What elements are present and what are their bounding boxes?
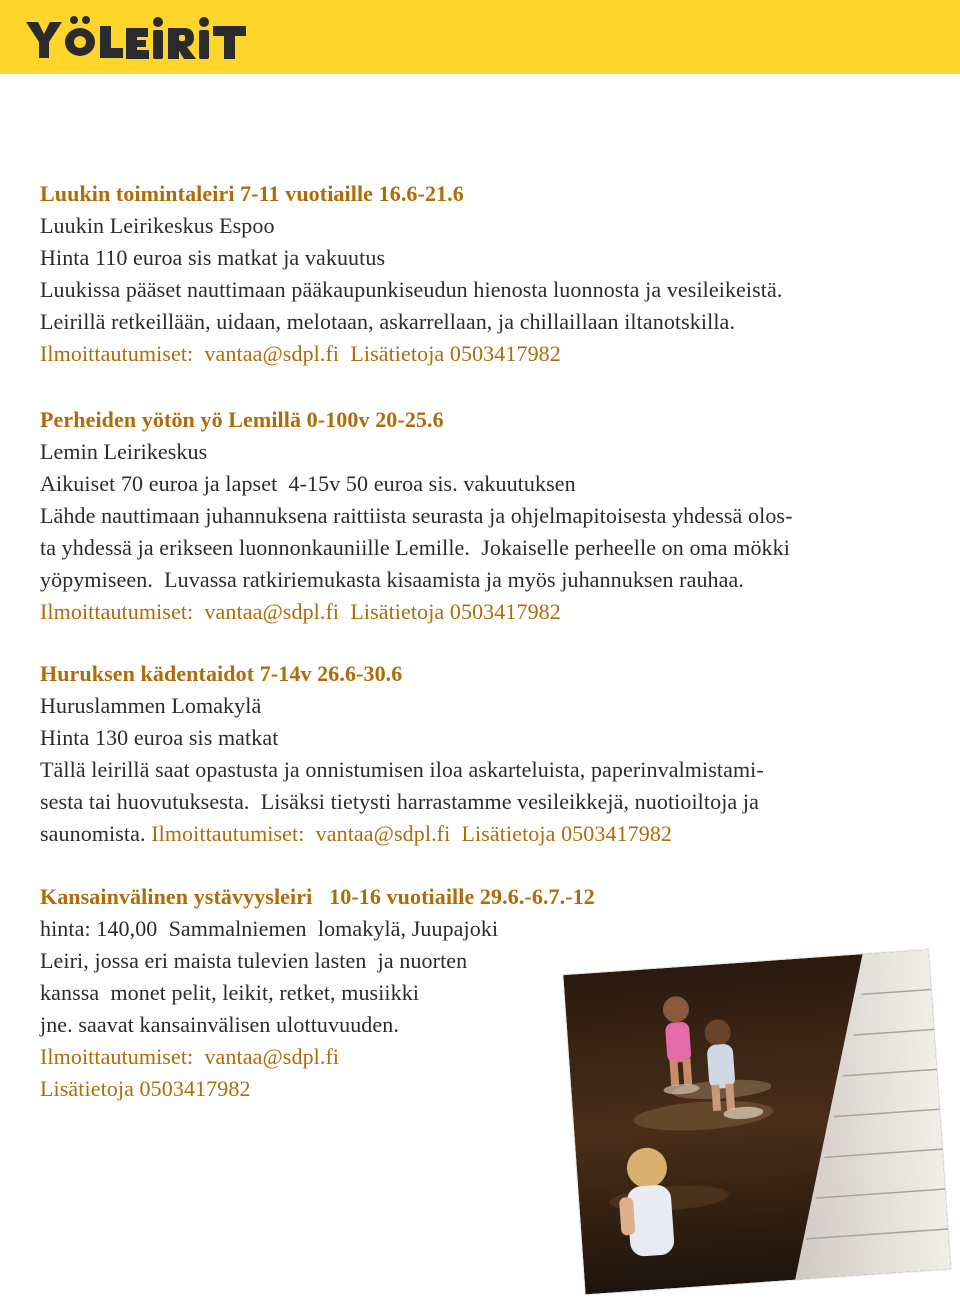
camp-text: Leirillä retkeillään, uidaan, melotaan, askarrellaan, ja chillaillaan iltanotskilla.: [40, 309, 735, 334]
camp-section-luukki: [40, 178, 940, 370]
camp-text: Luukin Leirikeskus Espoo: [40, 213, 275, 238]
camp-text: Aikuiset 70 euroa ja lapset 4-15v 50 euroa sis. vakuutuksen: [40, 471, 576, 496]
camp-text: kanssa monet pelit, leikit, retket, musiikki: [40, 980, 420, 1005]
contact-link[interactable]: Ilmoittautumiset: vantaa@sdpl.fi: [40, 1044, 340, 1069]
camp-title: Kansainvälinen ystävyysleiri 10-16 vuotiaille 29.6.-6.7.-12: [40, 884, 595, 909]
camp-title: Luukin toimintaleiri 7-11 vuotiaille 16.6-21.6: [40, 181, 464, 206]
camp-text: Hinta 130 euroa sis matkat: [40, 725, 279, 750]
camp-text: Luukissa pääset nauttimaan pääkaupunkiseudun hienosta luonnosta ja vesileikeistä.: [40, 277, 783, 302]
camp-section-hurus: [40, 658, 940, 850]
camp-text: sesta tai huovutuksesta. Lisäksi tietysti harrastamme vesileikkejä, nuotioiltoja ja: [40, 789, 759, 814]
camp-text: Lemin Leirikeskus: [40, 439, 208, 464]
camp-text: ta yhdessä ja erikseen luonnonkauniille Lemille. Jokaiselle perheelle on oma mökki: [40, 535, 790, 560]
contact-link[interactable]: Ilmoittautumiset: vantaa@sdpl.fi Lisätietoja 0503417982: [40, 341, 561, 366]
camp-title: Huruksen kädentaidot 7-14v 26.6-30.6: [40, 661, 403, 686]
camp-text: Leiri, jossa eri maista tulevien lasten ja nuorten: [40, 948, 468, 973]
camp-text: Huruslammen Lomakylä: [40, 693, 262, 718]
camp-text: yöpymiseen. Luvassa ratkiriemukasta kisaamista ja myös juhannuksen rauhaa.: [40, 567, 744, 592]
yoleirit-logo: [22, 8, 262, 66]
camp-text: Lähde nauttimaan juhannuksena raittiista seurasta ja ohjelmapitoisesta yhdessä olos-: [40, 503, 793, 528]
camp-text: Hinta 110 euroa sis matkat ja vakuutus: [40, 245, 386, 270]
camp-text: hinta: 140,00 Sammalniemen lomakylä, Juupajoki: [40, 916, 499, 941]
contact-link[interactable]: Ilmoittautumiset: vantaa@sdpl.fi Lisätietoja 0503417982: [40, 599, 561, 624]
children-swimming-photo: [563, 950, 950, 1295]
header-bar: [0, 0, 960, 74]
camp-section-lemi: [40, 404, 940, 628]
contact-link[interactable]: Ilmoittautumiset: vantaa@sdpl.fi Lisätietoja 0503417982: [151, 821, 673, 846]
camp-text-with-contact: [40, 818, 940, 850]
camp-text: jne. saavat kansainvälisen ulottuvuuden.: [40, 1012, 399, 1037]
camp-title: Perheiden yötön yö Lemillä 0-100v 20-25.6: [40, 407, 444, 432]
camp-text: Tällä leirillä saat opastusta ja onnistumisen iloa askarteluista, paperinvalmistami-: [40, 757, 764, 782]
camp-text: saunomista.: [40, 821, 152, 846]
photo-illustration: [563, 950, 950, 1295]
contact-phone[interactable]: Lisätietoja 0503417982: [40, 1076, 251, 1101]
